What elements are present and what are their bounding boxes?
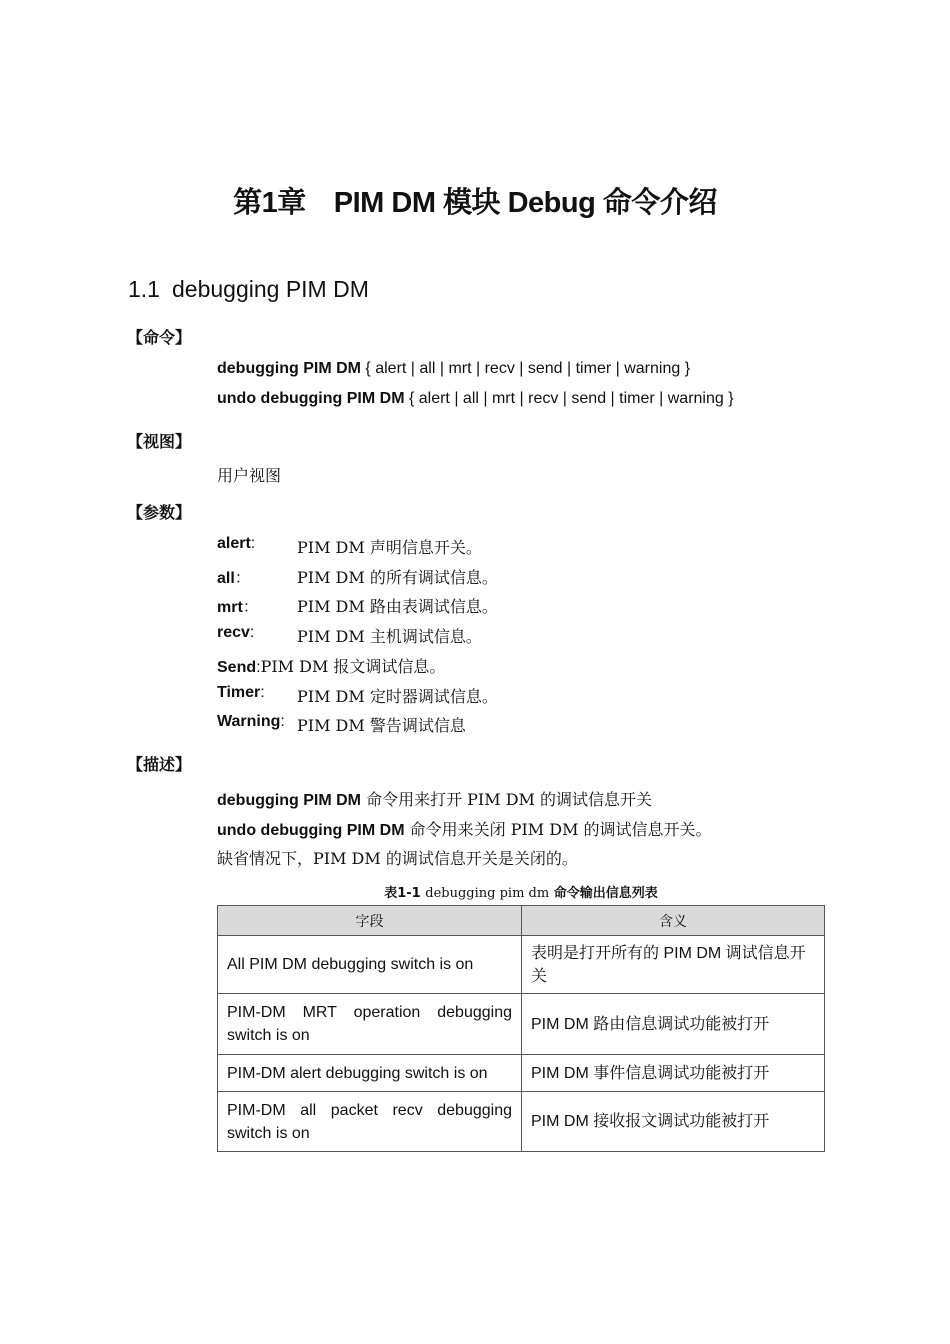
- table-caption-prefix: 表1-1: [384, 886, 421, 901]
- param-row: [217, 565, 498, 588]
- param-value: PIM DM 报文调试信息。: [260, 657, 446, 676]
- param-row: [217, 624, 482, 646]
- param-row: [217, 713, 466, 735]
- command-args: { alert | all | mrt | recv | send | timer | warning }: [360, 360, 691, 377]
- param-sep: ：: [234, 570, 251, 587]
- chapter-title-text: PIM DM 模块 Debug 命令介绍: [333, 187, 717, 219]
- table-row: [218, 1092, 825, 1152]
- table-cell-meaning: PIM DM 接收报文调试功能被打开: [522, 1092, 825, 1152]
- table-row: [218, 994, 825, 1055]
- label-description: 【描述】: [127, 755, 192, 774]
- table-caption-code: debugging pim dm: [425, 886, 550, 901]
- command-line: [217, 390, 734, 408]
- param-key: Send: [217, 659, 257, 676]
- description-line: [217, 846, 578, 869]
- description-line: [217, 817, 712, 840]
- description-keyword: undo debugging PIM DM: [217, 822, 405, 839]
- table-cell-meaning: 表明是打开所有的 PIM DM 调试信息开关: [522, 936, 825, 994]
- table-cell-field: PIM-DM all packet recv debugging switch is on: [218, 1092, 522, 1152]
- description-text: 命令用来打开 PIM DM 的调试信息开关: [360, 790, 653, 809]
- param-value: PIM DM 警告调试信息: [297, 716, 466, 735]
- param-key: all: [217, 570, 235, 587]
- command-args: { alert | all | mrt | recv | send | timer | warning }: [404, 390, 734, 407]
- param-value: PIM DM 的所有调试信息。: [297, 568, 498, 587]
- command-keyword: undo debugging PIM DM: [217, 390, 405, 407]
- table-caption: [217, 882, 825, 901]
- param-sep: :: [249, 624, 255, 641]
- view-text: 用户视图: [217, 466, 282, 485]
- param-row: [217, 654, 445, 677]
- header-field: 字段: [218, 906, 522, 936]
- table-cell-meaning: PIM DM 路由信息调试功能被打开: [522, 994, 825, 1055]
- param-value: PIM DM 路由表调试信息。: [297, 597, 498, 616]
- param-value: PIM DM 声明信息开关。: [297, 538, 482, 557]
- table-cell-field: All PIM DM debugging switch is on: [218, 936, 522, 994]
- param-key: recv: [217, 624, 250, 641]
- section-number: 1.1: [128, 276, 160, 302]
- output-info-table: [217, 905, 825, 1152]
- description-text: 缺省情况下，PIM DM 的调试信息开关是关闭的。: [217, 849, 578, 868]
- command-line: [217, 360, 690, 378]
- table-row: [218, 936, 825, 994]
- description-line: [217, 787, 652, 810]
- table-caption-suffix: 命令输出信息列表: [553, 886, 658, 901]
- table-cell-field: PIM-DM alert debugging switch is on: [218, 1055, 522, 1092]
- param-row: [217, 684, 498, 706]
- command-keyword: debugging PIM DM: [217, 360, 361, 377]
- chapter-number: 第1章: [233, 187, 306, 219]
- param-sep: ：: [242, 599, 259, 616]
- param-value: PIM DM 定时器调试信息。: [297, 687, 498, 706]
- description-text: 命令用来关闭 PIM DM 的调试信息开关。: [404, 820, 712, 839]
- param-sep: :: [280, 713, 285, 730]
- label-params: 【参数】: [127, 503, 192, 522]
- section-heading: [128, 276, 369, 303]
- param-key: alert: [217, 535, 251, 552]
- table-header-row: [218, 906, 825, 936]
- param-key: Warning: [217, 713, 281, 730]
- table-cell-field: PIM-DM MRT operation debugging switch is on: [218, 994, 522, 1055]
- param-sep: :: [260, 684, 265, 701]
- section-title: debugging PIM DM: [171, 276, 369, 302]
- description-keyword: debugging PIM DM: [217, 792, 361, 809]
- header-meaning: 含义: [522, 906, 825, 936]
- param-row: [217, 594, 498, 617]
- label-view: 【视图】: [127, 432, 192, 451]
- chapter-title: [0, 180, 950, 221]
- param-sep: :: [256, 659, 261, 676]
- param-sep: :: [250, 535, 256, 552]
- table-row: [218, 1055, 825, 1092]
- table-cell-meaning: PIM DM 事件信息调试功能被打开: [522, 1055, 825, 1092]
- param-key: mrt: [217, 599, 243, 616]
- param-row: [217, 535, 482, 557]
- label-command: 【命令】: [127, 328, 192, 347]
- param-key: Timer: [217, 684, 261, 701]
- param-value: PIM DM 主机调试信息。: [297, 627, 482, 646]
